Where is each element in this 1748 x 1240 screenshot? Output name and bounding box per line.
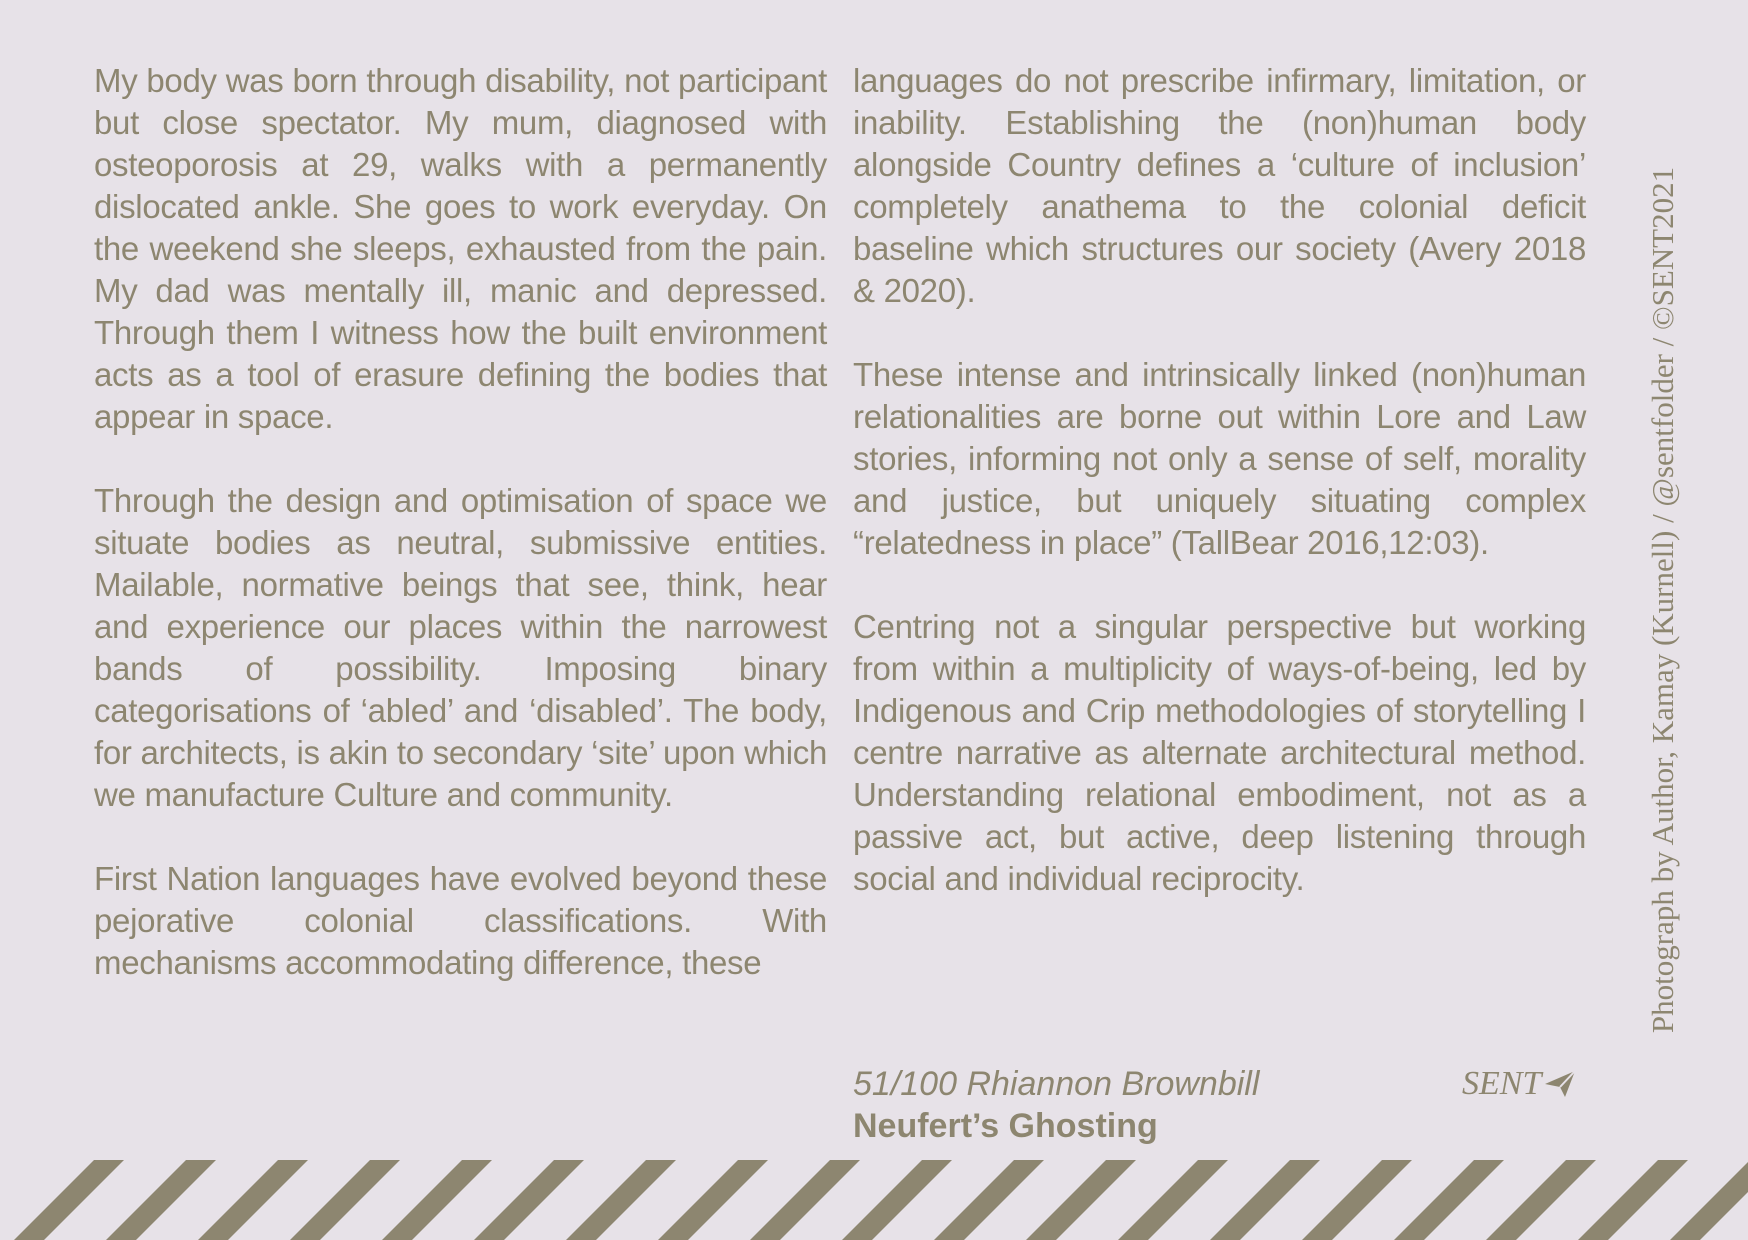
stripe bbox=[1026, 1160, 1136, 1240]
paragraph: Centring not a singular perspective but working from within a multiplicity of ways-of-being, led by Indigenous and Crip methodologies of storytelling I centre narrative as alternate architectural method. Understanding relational embodiment, not as a passive act, but active, deep listening through social and individual reciprocity. bbox=[853, 608, 1586, 897]
stripe bbox=[474, 1160, 584, 1240]
paragraph: First Nation languages have evolved beyond these pejorative colonial classifications. With mechanisms accommodating difference, these bbox=[94, 860, 827, 981]
stripe bbox=[750, 1160, 860, 1240]
stripe bbox=[198, 1160, 308, 1240]
stripe bbox=[842, 1160, 952, 1240]
work-title: Neufert’s Ghosting bbox=[853, 1107, 1158, 1145]
paragraph: languages do not prescribe infirmary, limitation, or inability. Establishing the (non)human body alongside Country defines a ‘culture of inclusion’ completely anathema to the colonial deficit baseline which structures our society (Avery 2018 & 2020). bbox=[853, 62, 1586, 309]
paper-plane-icon bbox=[1543, 1069, 1577, 1099]
sent-logo bbox=[1462, 1063, 1577, 1105]
stripe bbox=[658, 1160, 768, 1240]
stripe bbox=[14, 1160, 124, 1240]
stripe bbox=[1210, 1160, 1320, 1240]
text-column-left bbox=[94, 60, 827, 1026]
stripe bbox=[1486, 1160, 1596, 1240]
paragraph: My body was born through disability, not participant but close spectator. My mum, diagnosed with osteoporosis at 29, walks with a permanently dislocated ankle. She goes to work everyday. On the weekend she sleeps, exhausted from the pain. My dad was mentally ill, manic and depressed. Through them I witness how the built environment acts as a tool of erasure defining the bodies that appear in space. bbox=[94, 62, 827, 435]
text-column-right bbox=[853, 60, 1586, 942]
author-line: 51/100 Rhiannon Brownbill bbox=[853, 1065, 1260, 1103]
photo-credit-text: Photograph by Author, Kamay (Kurnell) / @sentfolder / ©SENT2021 bbox=[1645, 166, 1681, 1034]
stripe bbox=[1302, 1160, 1412, 1240]
stripe bbox=[934, 1160, 1044, 1240]
stripe bbox=[1394, 1160, 1504, 1240]
paragraph: Through the design and optimisation of space we situate bodies as neutral, submissive entities. Mailable, normative beings that see, think, hear and experience our places within the narrowest bands of possibility. Imposing binary categorisations of ‘abled’ and ‘disabled’. The body, for architects, is akin to secondary ‘site’ upon which we manufacture Culture and community. bbox=[94, 482, 827, 813]
stripe bbox=[1578, 1160, 1688, 1240]
stripe bbox=[1670, 1160, 1748, 1240]
signature bbox=[853, 1063, 1259, 1147]
stripe bbox=[106, 1160, 216, 1240]
stripe bbox=[566, 1160, 676, 1240]
stripe bbox=[290, 1160, 400, 1240]
paragraph: These intense and intrinsically linked (non)human relationalities are borne out within Lore and Law stories, informing not only a sense of self, morality and justice, but uniquely situating complex “relatedness in place” (TallBear 2016,12:03). bbox=[853, 356, 1586, 561]
stripe bbox=[382, 1160, 492, 1240]
stripe bbox=[1118, 1160, 1228, 1240]
sent-logo-text: SENT bbox=[1462, 1065, 1542, 1102]
diagonal-stripe-band bbox=[0, 1160, 1748, 1240]
photo-credit bbox=[1642, 152, 1684, 1048]
